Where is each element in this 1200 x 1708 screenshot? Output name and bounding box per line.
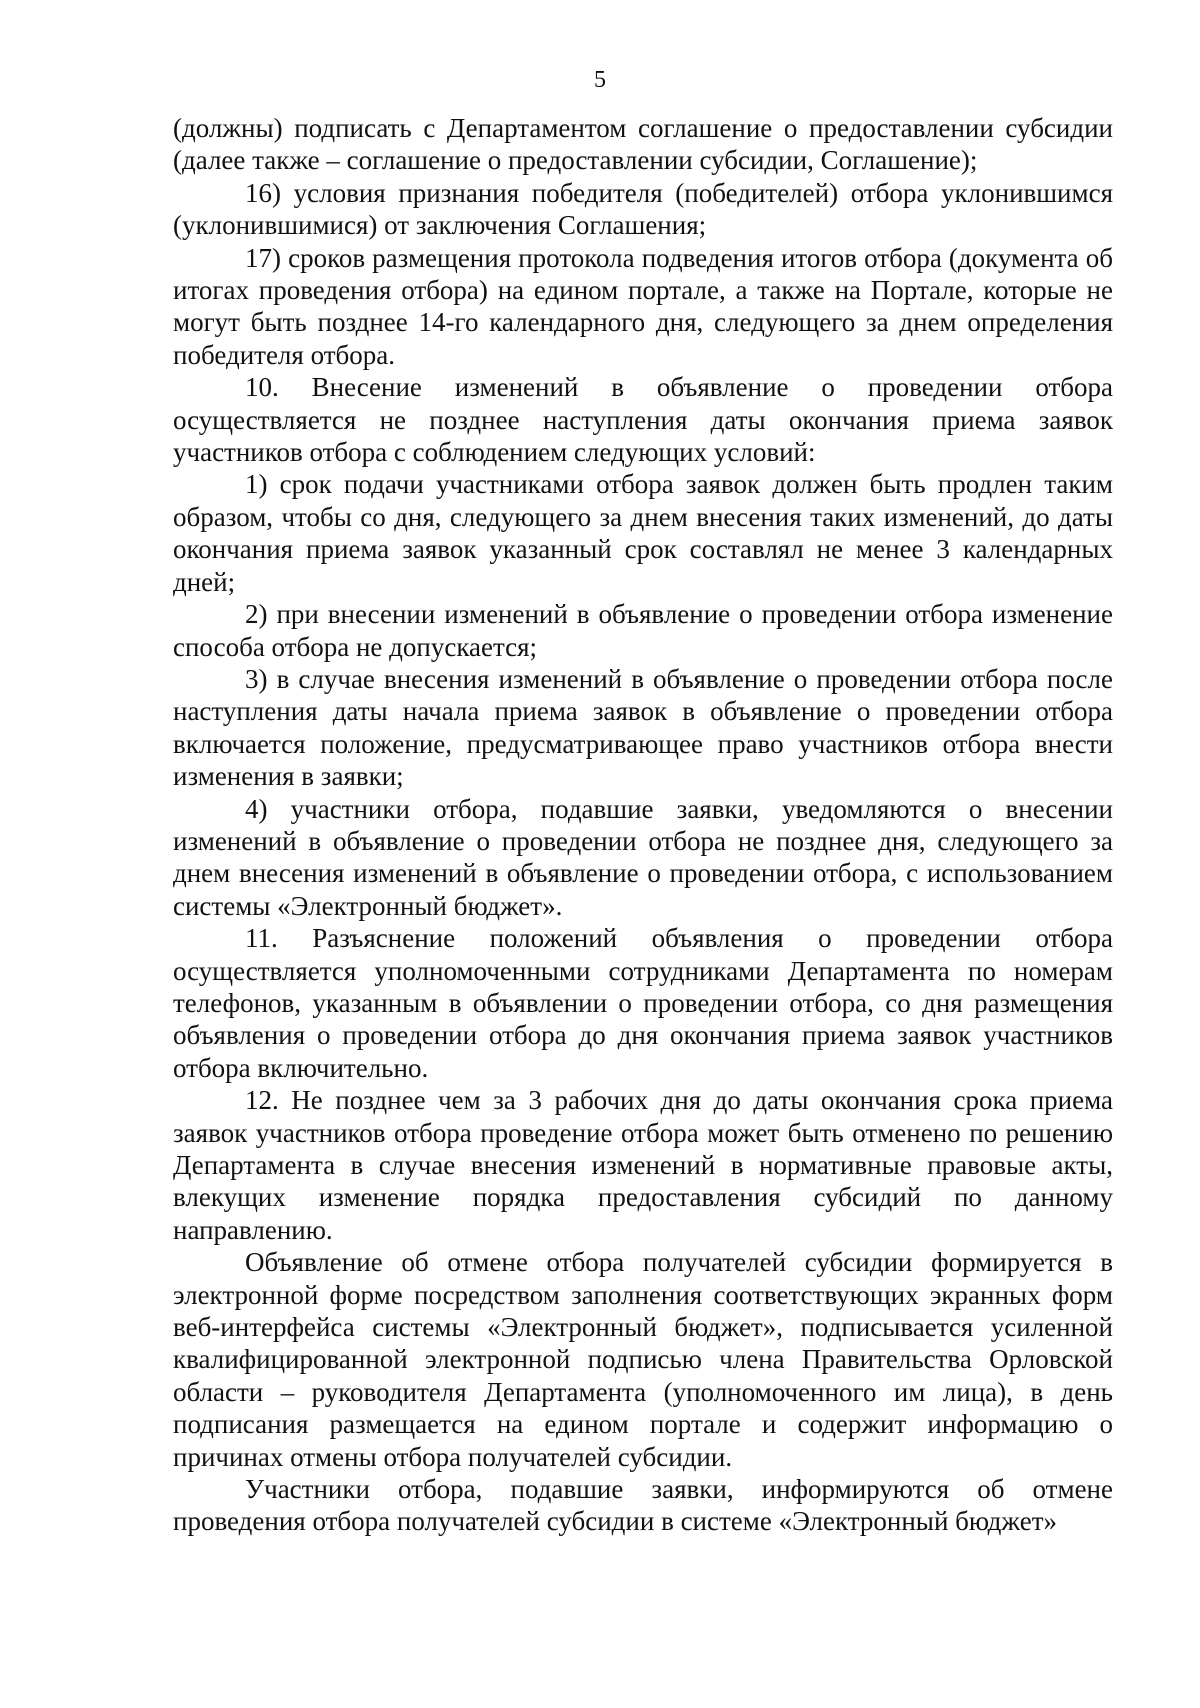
page-number: 5 bbox=[594, 67, 606, 93]
paragraph-condition-3: 3) в случае внесения изменений в объявление о проведении отбора после наступления даты начала приема заявок в объявление о проведении отбора включается положение, предусматривающее право участников отбора внести изменения в заявки; bbox=[173, 663, 1113, 792]
paragraph-section-12: 12. Не позднее чем за 3 рабочих дня до даты окончания срока приема заявок участников отбора проведение отбора может быть отменено по решению Департамента в случае внесения изменений в нормативные правовые акты, влекущих изменение порядка предоставления субсидий по данному направлению. bbox=[173, 1085, 1113, 1245]
document-body bbox=[173, 112, 1113, 1538]
paragraph-participants-informed: Участники отбора, подавшие заявки, информируются об отмене проведения отбора получателей субсидии в системе «Электронный бюджет» bbox=[173, 1474, 1113, 1537]
paragraph-item-16: 16) условия признания победителя (победителей) отбора уклонившимся (уклонившимися) от заключения Соглашения; bbox=[173, 177, 1113, 241]
paragraph-section-11: 11. Разъяснение положений объявления о проведении отбора осуществляется уполномоченными сотрудниками Департамента по номерам телефонов, указанным в объявлении о проведении отбора, со дня размещения объявления о проведении отбора до дня окончания приема заявок участников отбора включительно. bbox=[173, 923, 1113, 1083]
paragraph-condition-1: 1) срок подачи участниками отбора заявок должен быть продлен таким образом, чтобы со дня, следующего за днем внесения таких изменений, до даты окончания приема заявок указанный срок составлял не менее 3 календарных дней; bbox=[173, 469, 1113, 597]
paragraph-section-10: 10. Внесение изменений в объявление о проведении отбора осуществляется не позднее наступления даты окончания приема заявок участников отбора с соблюдением следующих условий: bbox=[173, 372, 1113, 468]
paragraph-cancellation-notice: Объявление об отмене отбора получателей субсидии формируется в электронной форме посредством заполнения соответствующих экранных форм веб-интерфейса системы «Электронный бюджет», подписывается усиленной квалифицированной электронной подписью члена Правительства Орловской области – руководителя Департамента (уполномоченного им лица), в день подписания размещается на едином портале и содержит информацию о причинах отмены отбора получателей субсидии. bbox=[173, 1247, 1113, 1472]
paragraph-condition-2: 2) при внесении изменений в объявление о проведении отбора изменение способа отбора не допускается; bbox=[173, 599, 1113, 662]
paragraph-item-17: 17) сроков размещения протокола подведения итогов отбора (документа об итогах проведения отбора) на едином портале, а также на Портале, которые не могут быть позднее 14-го календарного дня, следующего за днем определения победителя отбора. bbox=[173, 242, 1113, 370]
paragraph-continuation: (должны) подписать с Департаментом соглашение о предоставлении субсидии (далее также – соглашение о предоставлении субсидии, Соглашение); bbox=[173, 113, 1113, 176]
paragraph-condition-4: 4) участники отбора, подавшие заявки, уведомляются о внесении изменений в объявление о проведении отбора не позднее дня, следующего за днем внесения изменений в объявление о проведении отбора, с использованием системы «Электронный бюджет». bbox=[173, 793, 1113, 921]
